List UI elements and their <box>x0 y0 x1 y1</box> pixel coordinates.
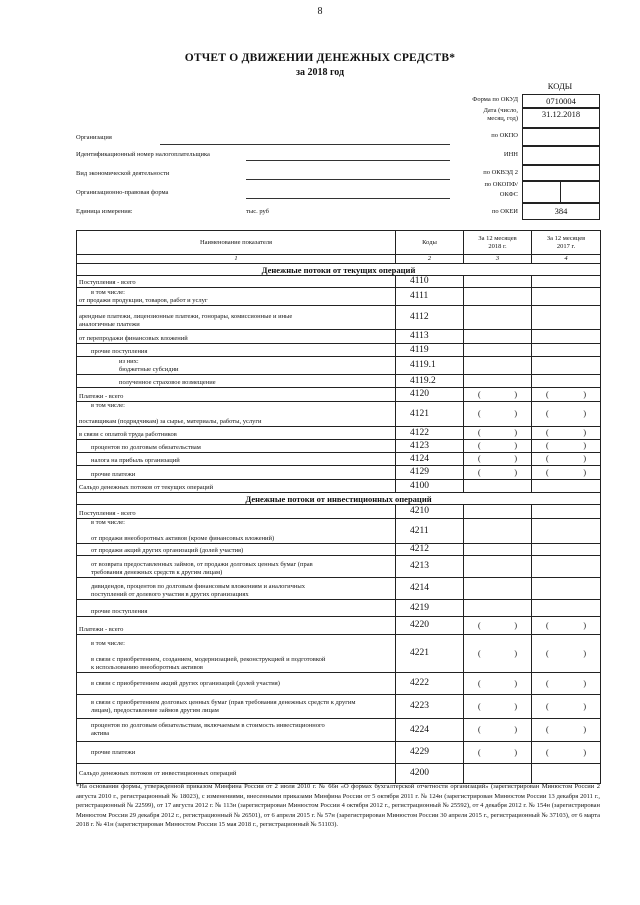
table-row: Поступления - всего 4110 <box>77 276 601 288</box>
org-line[interactable] <box>160 144 450 145</box>
table-row: Сальдо денежных потоков от инвестиционных операций 4200 <box>77 764 601 784</box>
table-row: арендные платежи, лицензионные платежи, гонорары, комиссионные и иные аналогичные платежи 4112 <box>77 306 601 330</box>
value-cell[interactable] <box>532 288 601 306</box>
table-row: в том числе: от продажи продукции, товаров, работ и услуг 4111 <box>77 288 601 306</box>
page-subtitle: за 2018 год <box>295 67 345 78</box>
value-cell[interactable] <box>464 357 532 375</box>
okud-label: Форма по ОКУД <box>472 96 518 103</box>
value-cell[interactable]: ( ) <box>532 617 601 635</box>
value-cell[interactable]: ( ) <box>464 440 532 453</box>
section-current-row: Денежные потоки от текущих операций <box>77 264 601 276</box>
value-cell[interactable] <box>464 330 532 344</box>
col-2017-header: За 12 месяцев 2017 г. <box>532 231 601 255</box>
table-row: прочие поступления 4119 <box>77 344 601 357</box>
date-label-2: месяц, год) <box>487 115 518 122</box>
table-row: Поступления - всего 4210 <box>77 505 601 519</box>
date-value[interactable]: 31.12.2018 <box>522 107 600 129</box>
date-label-1: Дата (число, <box>483 107 518 114</box>
value-cell[interactable] <box>464 544 532 556</box>
table-row: в связи с приобретением долговых ценных бумаг (прав требования денежных средств к другим лицам), предоставление займов другим лицам 4223 ( ) ( ) <box>77 695 601 719</box>
table-row: от продажи акций других организаций (долей участия) 4212 <box>77 544 601 556</box>
value-cell[interactable] <box>532 764 601 784</box>
activity-label: Вид экономической деятельности <box>76 170 170 177</box>
value-cell[interactable] <box>532 578 601 600</box>
col-name-header: Наименование показателя <box>77 231 396 255</box>
okopf-label-1: по ОКОПФ/ <box>484 181 518 188</box>
value-cell[interactable] <box>532 375 601 388</box>
value-cell[interactable]: ( ) <box>532 742 601 764</box>
value-cell[interactable] <box>464 276 532 288</box>
table-row: прочие платежи 4229 ( ) ( ) <box>77 742 601 764</box>
okved-label: по ОКВЭД 2 <box>483 169 518 176</box>
okfs-value[interactable] <box>560 180 600 204</box>
table-row: процентов по долговым обязательствам 4123 ( ) ( ) <box>77 440 601 453</box>
table-row: процентов по долговым обязательствам, включаемым в стоимость инвестиционного актива 4224 ( ) ( ) <box>77 719 601 742</box>
value-cell[interactable]: ( ) <box>532 453 601 466</box>
footnote: *На основании формы, утвержденной приказом Минфина России от 2 июля 2010 г. № 66н «О формах бухгалтерской отчетности организаций» (зарегистрирован Минюстом России 2 августа 2010 г., регистрационный № 18023), с изменениями, внесенными приказами Минфина России от 5 октября 2011 г. № 124н (зарегистрирован Минюстом России 13 декабря 2011 г., регистрационный № 22599), от 17 августа 2012 г. № 113н (зарегистрирован Минюстом России 4 октября 2012 г., регистрационный № 25592), от 4 декабря 2012 г. № 154н (зарегистрирован Минюстом России 29 декабря 2012 г., регистрационный № 26501), от 6 апреля 2015 г. № 57н (зарегистрирован Минюстом России 30 апреля 2015 г., регистрационный № 37103), от 6 марта 2018 г. № 41н (зарегистрирован Минюстом России 15 мая 2018 г., регистрационный № 51103). <box>76 783 600 829</box>
value-cell[interactable] <box>532 357 601 375</box>
inn-value[interactable] <box>522 145 600 166</box>
legal-form-label: Организационно-правовая форма <box>76 189 169 196</box>
cash-flow-table <box>76 230 601 784</box>
section-invest-row: Денежные потоки от инвестиционных операций <box>77 493 601 505</box>
okpo-label: по ОКПО <box>491 132 518 139</box>
okopf-label-2: ОКФС <box>499 191 518 198</box>
okei-label: по ОКЕИ <box>491 208 518 215</box>
value-cell[interactable] <box>532 544 601 556</box>
table-row: от возврата предоставленных займов, от продажи долговых ценных бумаг (прав требования денежных средств к другим лицам) 4213 <box>77 556 601 578</box>
value-cell[interactable] <box>464 578 532 600</box>
col-2018-header: За 12 месяцев 2018 г. <box>464 231 532 255</box>
value-cell[interactable] <box>464 556 532 578</box>
value-cell[interactable] <box>464 480 532 493</box>
okpo-value[interactable] <box>522 127 600 147</box>
value-cell[interactable] <box>532 306 601 330</box>
table-row: в том числе: в связи с приобретением, созданием, модернизацией, реконструкцией и подготовкой к использованию внеоборотных активов 4221 ( ) ( ) <box>77 635 601 673</box>
value-cell[interactable] <box>464 505 532 519</box>
table-row: из них: бюджетные субсидии 4119.1 <box>77 357 601 375</box>
page-title: ОТЧЕТ О ДВИЖЕНИИ ДЕНЕЖНЫХ СРЕДСТВ* <box>184 52 456 64</box>
okei-value[interactable]: 384 <box>522 202 600 220</box>
value-cell[interactable]: ( ) <box>532 719 601 742</box>
value-cell[interactable] <box>464 600 532 617</box>
table-row: Платежи - всего 4220 ( ) ( ) <box>77 617 601 635</box>
value-cell[interactable]: ( ) <box>464 673 532 695</box>
value-cell[interactable] <box>532 480 601 493</box>
value-cell[interactable] <box>464 344 532 357</box>
table-row: в связи с приобретением акций других организаций (долей участия) 4222 ( ) ( ) <box>77 673 601 695</box>
table-row: дивидендов, процентов по долговым финансовым вложениям и аналогичных поступлений от долевого участия в других организациях 4214 <box>77 578 601 600</box>
value-cell[interactable]: ( ) <box>532 695 601 719</box>
value-cell[interactable] <box>532 276 601 288</box>
value-cell[interactable] <box>464 764 532 784</box>
value-cell[interactable]: ( ) <box>532 635 601 673</box>
value-cell[interactable] <box>464 306 532 330</box>
activity-line[interactable] <box>246 179 450 180</box>
value-cell[interactable]: ( ) <box>532 440 601 453</box>
okopf-value[interactable] <box>522 180 561 204</box>
value-cell[interactable]: ( ) <box>532 673 601 695</box>
col-code-header: Коды <box>396 231 464 255</box>
value-cell[interactable]: ( ) <box>464 402 532 427</box>
value-cell[interactable]: ( ) <box>464 617 532 635</box>
table-row: полученное страховое возмещение 4119.2 <box>77 375 601 388</box>
value-cell[interactable]: ( ) <box>464 635 532 673</box>
value-cell[interactable]: ( ) <box>532 388 601 402</box>
value-cell[interactable] <box>464 288 532 306</box>
value-cell[interactable]: ( ) <box>464 453 532 466</box>
org-label: Организация <box>76 134 112 141</box>
value-cell[interactable]: ( ) <box>532 427 601 440</box>
value-cell[interactable] <box>532 330 601 344</box>
table-row: прочие платежи 4129 ( ) ( ) <box>77 466 601 480</box>
value-cell[interactable] <box>532 556 601 578</box>
table-row: в том числе: поставщикам (подрядчикам) за сырье, материалы, работы, услуги 4121 ( ) ( ) <box>77 402 601 427</box>
value-cell[interactable]: ( ) <box>464 388 532 402</box>
legal-form-line[interactable] <box>246 198 450 199</box>
value-cell[interactable] <box>532 600 601 617</box>
table-row: Сальдо денежных потоков от текущих операций 4100 <box>77 480 601 493</box>
value-cell[interactable]: ( ) <box>532 466 601 480</box>
value-cell[interactable] <box>464 375 532 388</box>
value-cell[interactable] <box>532 505 601 519</box>
value-cell[interactable]: ( ) <box>464 695 532 719</box>
value-cell[interactable] <box>532 344 601 357</box>
value-cell[interactable] <box>464 519 532 544</box>
page-number: 8 <box>317 6 323 17</box>
column-numbers-row: 1 2 3 4 <box>77 255 601 264</box>
table-row: в том числе: от продажи внеоборотных активов (кроме финансовых вложений) 4211 <box>77 519 601 544</box>
table-row: в связи с оплатой труда работников 4122 ( ) ( ) <box>77 427 601 440</box>
inn-label: ИНН <box>503 151 518 158</box>
unit-label: Единица измерения: <box>76 208 133 215</box>
inn-line[interactable] <box>246 160 450 161</box>
value-cell[interactable]: ( ) <box>464 719 532 742</box>
inn-label-left: Идентификационный номер налогоплательщика <box>76 151 210 158</box>
table-row: Платежи - всего 4120 ( ) ( ) <box>77 388 601 402</box>
codes-header: КОДЫ <box>547 81 573 91</box>
value-cell[interactable]: ( ) <box>532 402 601 427</box>
value-cell[interactable]: ( ) <box>464 466 532 480</box>
table-row: прочие поступления 4219 <box>77 600 601 617</box>
table-row: от перепродажи финансовых вложений 4113 <box>77 330 601 344</box>
value-cell[interactable] <box>532 519 601 544</box>
okud-value[interactable]: 0710004 <box>522 94 600 109</box>
table-row: налога на прибыль организаций 4124 ( ) ( ) <box>77 453 601 466</box>
value-cell[interactable]: ( ) <box>464 742 532 764</box>
value-cell[interactable]: ( ) <box>464 427 532 440</box>
table-header-row <box>77 231 601 255</box>
unit-value: тыс. руб <box>246 208 269 215</box>
